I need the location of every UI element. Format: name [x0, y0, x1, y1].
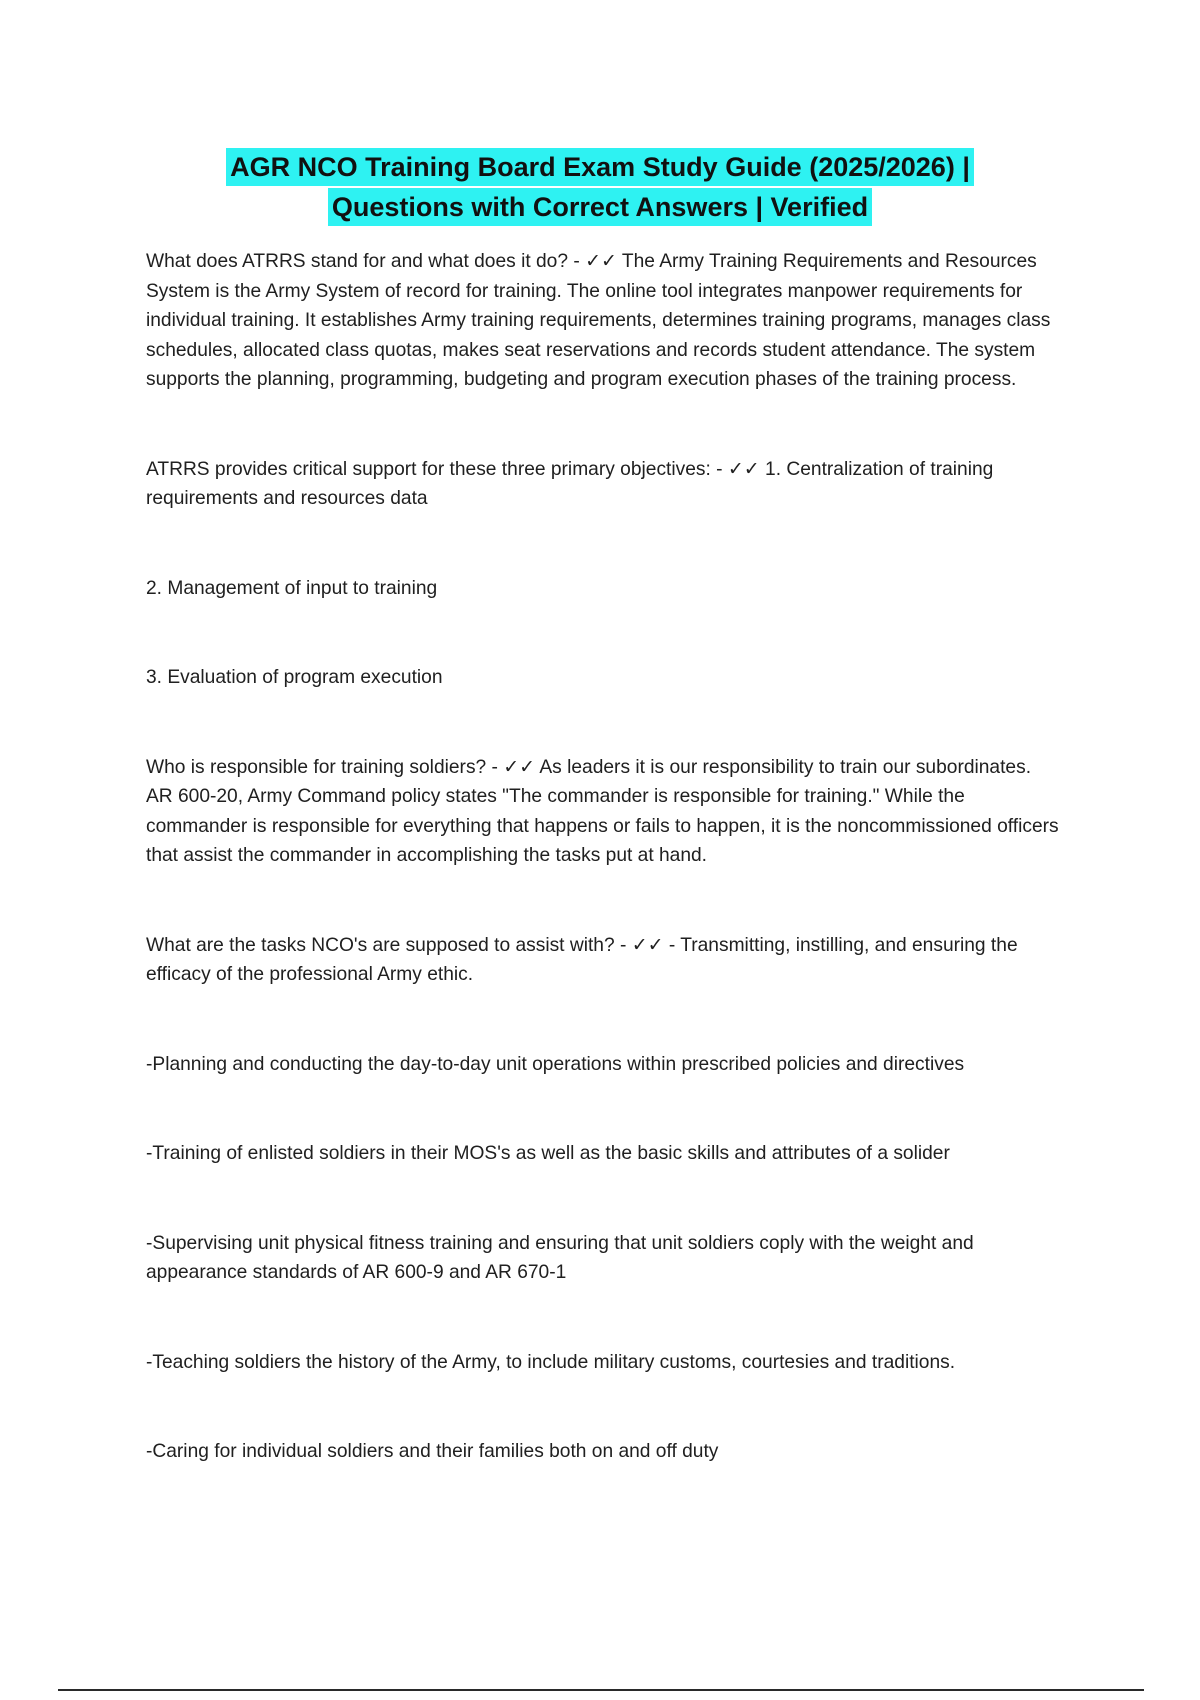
list-item-text: -Training of enlisted soldiers in their MOS's as well as the basic skills and attributes of a solider — [146, 1143, 950, 1164]
list-item-text: -Teaching soldiers the history of the Army, to include military customs, courtesies and traditions. — [146, 1351, 956, 1373]
document-title — [0, 148, 1200, 226]
question-text: ATRRS provides critical support for these three primary objectives: - — [146, 458, 728, 480]
question-text: Who is responsible for training soldiers? - — [146, 756, 504, 778]
title-line-1: AGR NCO Training Board Exam Study Guide (2025/2026) | — [226, 148, 974, 186]
list-item-text: -Planning and conducting the day-to-day unit operations within prescribed policies and directives — [146, 1053, 965, 1075]
list-item — [146, 1139, 1061, 1169]
list-item — [146, 1229, 1061, 1288]
qa-paragraph-responsibility — [146, 753, 1061, 871]
list-item-text: 2. Management of input to training — [146, 577, 438, 599]
answer-text: - Transmitting, instilling, and ensuring the efficacy of the professional Army ethic. — [146, 934, 1018, 985]
qa-paragraph-atrrs — [146, 247, 1061, 395]
bottom-divider — [58, 1689, 1144, 1691]
check-mark-icon: ✓✓ — [585, 250, 617, 272]
check-mark-icon: ✓✓ — [631, 933, 664, 956]
answer-text: 1. Centralization of training requirements and resources data — [146, 458, 994, 509]
check-mark-icon: ✓✓ — [727, 457, 760, 480]
list-item — [146, 574, 1061, 604]
qa-paragraph-objectives — [146, 455, 1061, 514]
title-line-2: Questions with Correct Answers | Verified — [328, 188, 872, 226]
list-item — [146, 663, 1061, 693]
qa-paragraph-nco-tasks — [146, 931, 1061, 990]
list-item — [146, 1348, 1061, 1378]
answer-text: The Army Training Requirements and Resources System is the Army System of record for training. The online tool integrates manpower requirements for individual training. It establishes Army training requirements, determines training programs, manages class schedules, allocated class quotas, makes seat reservations and records student attendance. The system supports the planning, programming, budgeting and program execution phases of the training process. — [146, 251, 1051, 390]
list-item-text: 3. Evaluation of program execution — [146, 667, 443, 688]
list-item-text: -Supervising unit physical fitness training and ensuring that unit soldiers coply with the weight and appearance standards of AR 600-9 and AR 670-1 — [146, 1232, 974, 1283]
list-item-text: -Caring for individual soldiers and their families both on and off duty — [146, 1441, 719, 1462]
list-item — [146, 1437, 1061, 1467]
question-text: What does ATRRS stand for and what does it do? - — [146, 251, 586, 272]
check-mark-icon: ✓✓ — [503, 755, 536, 778]
document-body — [146, 247, 1061, 1467]
list-item — [146, 1050, 1061, 1080]
question-text: What are the tasks NCO's are supposed to assist with? - — [146, 934, 632, 956]
answer-text: As leaders it is our responsibility to train our subordinates. AR 600-20, Army Command policy states "The commander is responsible for training." While the commander is responsible for everything that happens or fails to happen, it is the noncommissioned officers that assist the commander in accomplishing the tasks put at hand. — [146, 756, 1059, 866]
